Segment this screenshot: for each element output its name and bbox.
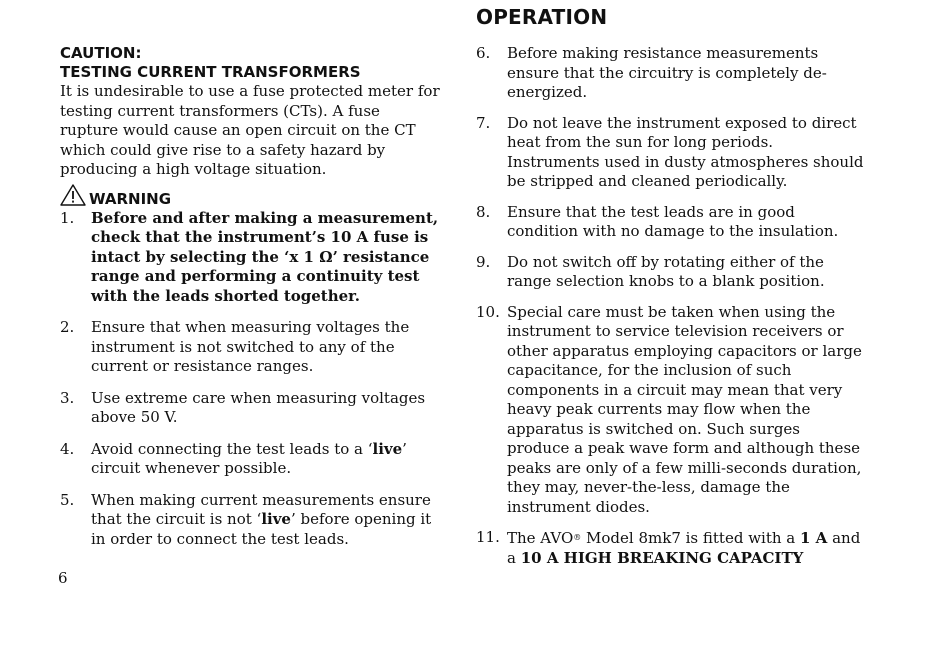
- item-text-pre: When making current measurements ensure that the circuit is not ‘: [91, 490, 431, 528]
- left-column: [60, 44, 440, 561]
- item-text: Use extreme care when measuring voltages above 50 V.: [91, 388, 426, 426]
- right-column: [476, 44, 866, 579]
- item-number: 10.: [476, 302, 500, 321]
- item-text-bold: 1 A: [800, 529, 828, 547]
- caution-text: It is undesirable to use a fuse protected meter for testing current transformers (CTs). A fuse rupture would cause an open circuit on the CT which could give rise to a safety hazard by producing a high voltage situation.: [60, 82, 440, 178]
- item-number: 8.: [476, 202, 491, 221]
- item-text: Ensure that when measuring voltages the instrument is not switched to any of the current or resistance ranges.: [91, 318, 410, 375]
- item-text-post: ’ before opening it in order to connect the test leads.: [91, 510, 432, 548]
- item-text: Ensure that the test leads are in good condition with no damage to the insulation.: [507, 202, 839, 240]
- item-text: Before making resistance measurements ensure that the circuitry is completely de-energized.: [507, 44, 827, 101]
- list-item: [60, 440, 440, 479]
- list-item: [476, 253, 866, 292]
- list-item: [476, 203, 866, 242]
- registered-mark: ®: [573, 533, 582, 542]
- warning-heading: [60, 187, 440, 209]
- item-number: 4.: [60, 439, 75, 458]
- item-number: 7.: [476, 113, 491, 132]
- item-text-bold: live: [261, 510, 291, 528]
- list-item: [476, 114, 866, 192]
- item-text: Do not leave the instrument exposed to direct heat from the sun for long periods. Instruments used in dusty atmospheres should be stripped and cleaned periodically.: [507, 113, 864, 190]
- item-text: Before and after making a measurement, check that the instrument’s 10 A fuse is intact by selecting the ‘x 1 Ω’ resistance range and performing a continuity test with the leads shorted together.: [91, 208, 439, 305]
- section-title: OPERATION: [476, 5, 608, 29]
- list-item: [60, 389, 440, 428]
- list-item: [476, 303, 866, 518]
- item-text-mid2: and a: [507, 529, 861, 567]
- item-text-bold: live: [372, 439, 403, 458]
- item-number: 5.: [60, 490, 75, 509]
- caution-heading: [60, 44, 440, 82]
- item-number: 11.: [476, 528, 500, 546]
- item-text-mid: Model 8mk7 is fitted with a: [581, 529, 801, 547]
- item-text-post: ’ circuit whenever possible.: [91, 439, 407, 477]
- list-item: [476, 44, 866, 103]
- item-text: Do not switch off by rotating either of the range selection knobs to a blank position.: [507, 252, 825, 290]
- list-item: [60, 491, 440, 550]
- warning-triangle-icon: [59, 183, 87, 207]
- warning-list: [60, 209, 440, 550]
- caution-label: CAUTION:: [60, 44, 142, 62]
- list-item: [60, 209, 440, 307]
- item-text: Special care must be taken when using the instrument to service television receivers or other apparatus employing capacitors or large capacitance, for the inclusion of such components in a circuit may mean that very heavy peak currents may flow when the apparatus is switched on. Such surges produce a peak wave form and although these peaks are only of a few milli-seconds duration, they may, never-the-less, damage the instrument diodes.: [507, 302, 862, 516]
- item-number: 3.: [60, 388, 75, 407]
- list-item: [60, 318, 440, 377]
- item-number: 1.: [60, 208, 75, 227]
- item-text-bold: 10 A HIGH BREAKING CAPACITY: [520, 548, 804, 567]
- caution-subtitle: TESTING CURRENT TRANSFORMERS: [60, 63, 361, 81]
- item-text-pre: The AVO: [507, 529, 574, 547]
- item-number: 2.: [60, 318, 75, 336]
- item-number: 6.: [476, 44, 491, 62]
- list-item: [476, 528, 866, 568]
- operation-list: [476, 44, 866, 568]
- item-number: 9.: [476, 252, 491, 271]
- warning-label: WARNING: [89, 189, 172, 208]
- item-text-pre: Avoid connecting the test leads to a ‘: [91, 439, 373, 458]
- page-number: 6: [58, 569, 68, 587]
